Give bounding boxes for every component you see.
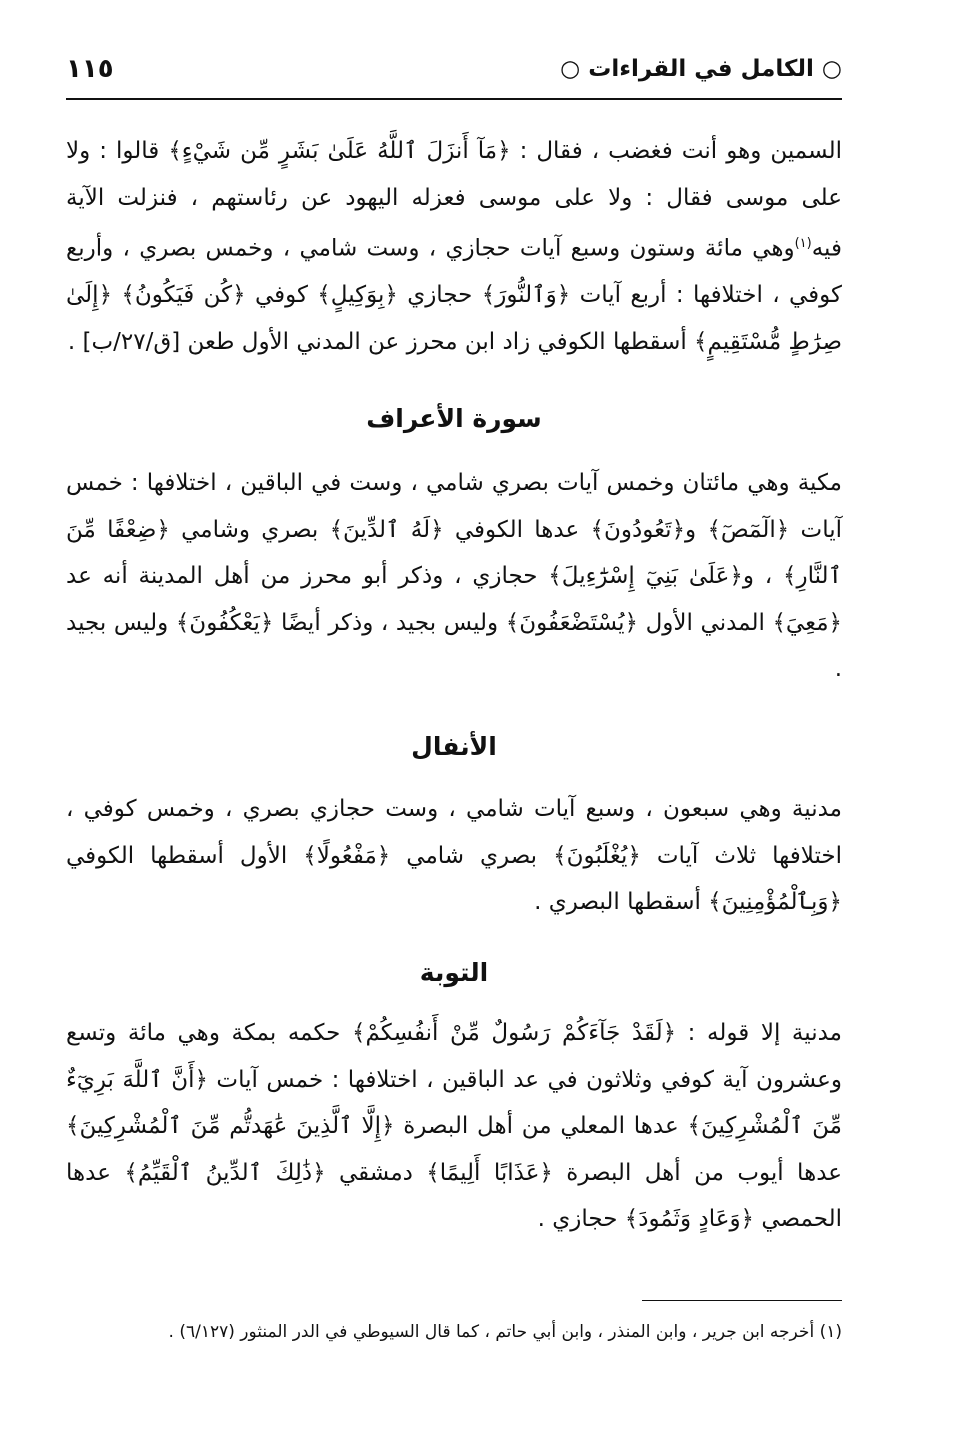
section-text-tawbah: مدنية إلا قوله : ﴿لَقَدْ جَآءَكُمْ رَسُولٌ مِّنْ أَنفُسِكُمْ﴾ حكمه بمكة وهي مائة وتسع وعشرون آية كوفي وثلاثون في عد الباقين ، اختلافها : خمس آيات ﴿أَنَّ ٱللَّهَ بَرِيٓءٌ مِّنَ ٱلْمُشْرِكِينَ﴾ عدها المعلي من أهل البصرة ﴿إِلَّا ٱلَّذِينَ عَٰهَدتُّم مِّنَ ٱلْمُشْرِكِينَ﴾ عدها أيوب من أهل البصرة ﴿عَذَابًا أَلِيمًا﴾ دمشقي ﴿ذَٰلِكَ ٱلدِّينُ ٱلْقَيِّمُ﴾ عدها الحمصي ﴿وَعَادٍ وَثَمُودَ﴾ حجازي . [66, 1020, 842, 1232]
section-heading-anfal: الأنفال [411, 732, 497, 761]
page-number: ١١٥ [66, 54, 114, 84]
section-heading-araf: سورة الأعراف [366, 404, 542, 433]
footnote-marker: (١) [794, 236, 812, 251]
opening-paragraph [66, 128, 842, 365]
header-rule [66, 98, 842, 100]
section-text-anfal: مدنية وهي سبعون ، وسبع آيات شامي ، وست حجازي بصري ، وخمس كوفي ، اختلافها ثلاث آيات ﴿يُغْلَبُونَ﴾ بصري شامي ﴿مَفْعُولًا﴾ الأول أسقطها الكوفي ﴿وَبِٱلْمُؤْمِنِينَ﴾ أسقطها البصري . [66, 796, 842, 915]
page-header [66, 50, 842, 94]
footnote-rule [642, 1300, 842, 1301]
footnote: (١) أخرجه ابن جرير ، وابن المنذر ، وابن أبي حاتم ، كما قال السيوطي في الدر المنثور (٦/١٢٧) . [168, 1322, 842, 1342]
paragraph-text-part-2: وهي مائة وستون وسبع آيات حجازي ، وست شامي ، وخمس بصري ، وأربع كوفي ، اختلافها : أربع آيات ﴿وَٱلنُّورَ﴾ حجازي ﴿بِوَكِيلٍ﴾ كوفي ﴿كُن فَيَكُونُ﴾ ﴿إِلَىٰ صِرَٰطٍ مُّسْتَقِيمٍ﴾ أسقطها الكوفي زاد ابن محرز عن المدني الأول طعن [ق/٢٧/ب] . [66, 235, 842, 355]
paragraph-text-part-1: السمين وهو أنت فغضب ، فقال : ﴿مَآ أَنزَلَ ٱللَّهُ عَلَىٰ بَشَرٍ مِّن شَيْءٍ﴾ قالوا : ولا على موسى فقال : ولا على موسى فعزله اليهود عن رئاستهم ، فنزلت الآية فيه [66, 138, 842, 262]
running-title: ○ الكامل في القراءات ○ [560, 56, 842, 82]
section-text-araf: مكية وهي مائتان وخمس آيات بصري شامي ، وست في الباقين ، اختلافها : خمس آيات ﴿الٓمٓصٓ﴾ و﴿تَعُودُونَ﴾ عدها الكوفي ﴿لَهُ ٱلدِّينَ﴾ بصري وشامي ﴿ضِعْفًا مِّنَ ٱلنَّارِ﴾ ، و﴿عَلَىٰ بَنِيٓ إِسْرَٰٓءِيلَ﴾ حجازي ، وذكر أبو محرز من أهل المدينة أنه عد ﴿مَعِيَ﴾ المدني الأول ﴿يُسْتَضْعَفُونَ﴾ وليس بجيد ، وذكر أيضًا ﴿يَعْكُفُونَ﴾ وليس بجيد . [66, 470, 842, 682]
section-heading-tawbah: التوبة [419, 958, 489, 987]
